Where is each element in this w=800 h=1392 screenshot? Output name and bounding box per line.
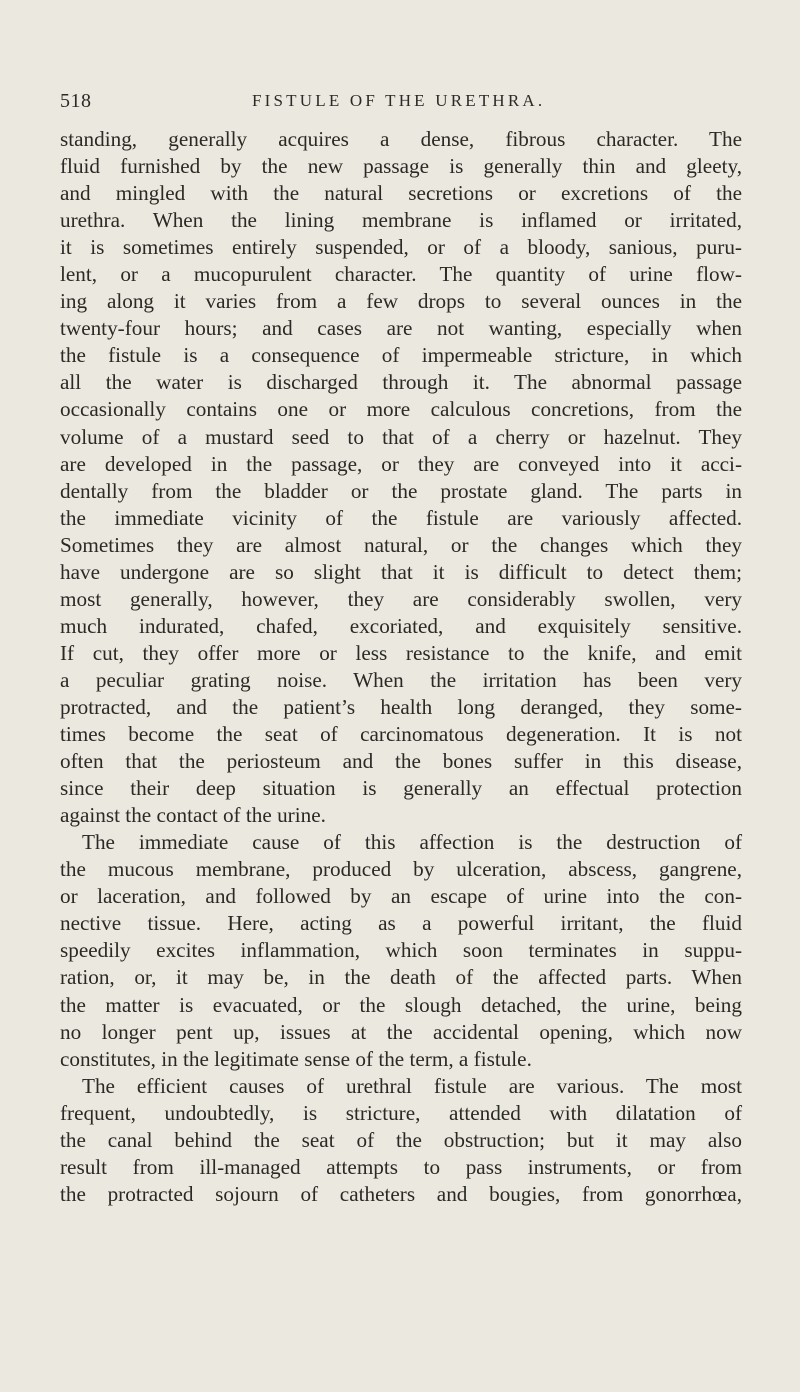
text-line: have undergone are so slight that it is difficult to detect them; — [60, 559, 742, 584]
text-line: it is sometimes entirely suspended, or of a bloody, sanious, puru- — [60, 235, 742, 260]
text-line: all the water is discharged through it. The abnormal passage — [60, 370, 742, 395]
text-line: often that the periosteum and the bones suffer in this disease, — [60, 749, 742, 774]
text-line: constitutes, in the legitimate sense of the term, a fistule. — [60, 1046, 532, 1071]
text-line: dentally from the bladder or the prostate gland. The parts in — [60, 478, 742, 503]
text-line: since their deep situation is generally an effectual protection — [60, 776, 742, 801]
text-line: or laceration, and followed by an escape of urine into the con- — [60, 884, 742, 909]
text-line: ing along it varies from a few drops to several ounces in the — [60, 289, 742, 314]
paragraph — [60, 126, 742, 829]
text-line: standing, generally acquires a dense, fibrous character. The — [60, 127, 742, 151]
text-line: against the contact of the urine. — [60, 803, 326, 828]
text-line: much indurated, chafed, excoriated, and exquisitely sensitive. — [60, 613, 742, 638]
running-head — [60, 90, 740, 114]
text-line: times become the seat of carcinomatous degeneration. It is not — [60, 722, 742, 747]
text-line: the matter is evacuated, or the slough detached, the urine, being — [60, 992, 742, 1017]
text-line: a peculiar grating noise. When the irritation has been very — [60, 667, 742, 692]
text-line: the fistule is a consequence of impermeable stricture, in which — [60, 343, 742, 368]
text-line: nective tissue. Here, acting as a powerful irritant, the fluid — [60, 911, 742, 936]
text-line: result from ill-managed attempts to pass instruments, or from — [60, 1154, 742, 1179]
running-title: FISTULE OF THE URETHRA. — [252, 91, 546, 110]
text-line: frequent, undoubtedly, is stricture, attended with dilatation of — [60, 1100, 742, 1125]
text-line: the canal behind the seat of the obstruction; but it may also — [60, 1127, 742, 1152]
text-line: are developed in the passage, or they are conveyed into it acci- — [60, 451, 742, 476]
text-line: the mucous membrane, produced by ulceration, abscess, gangrene, — [60, 857, 742, 882]
text-line: protracted, and the patient’s health long deranged, they some- — [60, 694, 742, 719]
text-line: ration, or, it may be, in the death of the affected parts. When — [60, 965, 742, 990]
text-line: The efficient causes of urethral fistule are various. The most — [82, 1073, 742, 1098]
text-line: most generally, however, they are considerably swollen, very — [60, 586, 742, 611]
text-line: the immediate vicinity of the fistule are variously affected. — [60, 505, 742, 530]
paragraph — [60, 1073, 742, 1208]
text-line: Sometimes they are almost natural, or the changes which they — [60, 532, 742, 557]
text-line: and mingled with the natural secretions or excretions of the — [60, 181, 742, 206]
body-text — [60, 126, 742, 1208]
text-line: fluid furnished by the new passage is generally thin and gleety, — [60, 154, 742, 179]
page-number: 518 — [60, 90, 92, 112]
text-line: speedily excites inflammation, which soon terminates in suppu- — [60, 938, 742, 963]
text-line: volume of a mustard seed to that of a cherry or hazelnut. They — [60, 424, 742, 449]
text-line: If cut, they offer more or less resistance to the knife, and emit — [60, 640, 742, 665]
text-line: no longer pent up, issues at the accidental opening, which now — [60, 1019, 742, 1044]
text-line: The immediate cause of this affection is the destruction of — [82, 830, 742, 855]
text-line: twenty-four hours; and cases are not wanting, especially when — [60, 316, 742, 341]
text-line: occasionally contains one or more calculous concretions, from the — [60, 397, 742, 422]
text-line: lent, or a mucopurulent character. The quantity of urine flow- — [60, 262, 742, 287]
text-line: the protracted sojourn of catheters and bougies, from gonorrhœa, — [60, 1181, 742, 1206]
text-line: urethra. When the lining membrane is inflamed or irritated, — [60, 208, 742, 233]
paragraph — [60, 829, 742, 1072]
